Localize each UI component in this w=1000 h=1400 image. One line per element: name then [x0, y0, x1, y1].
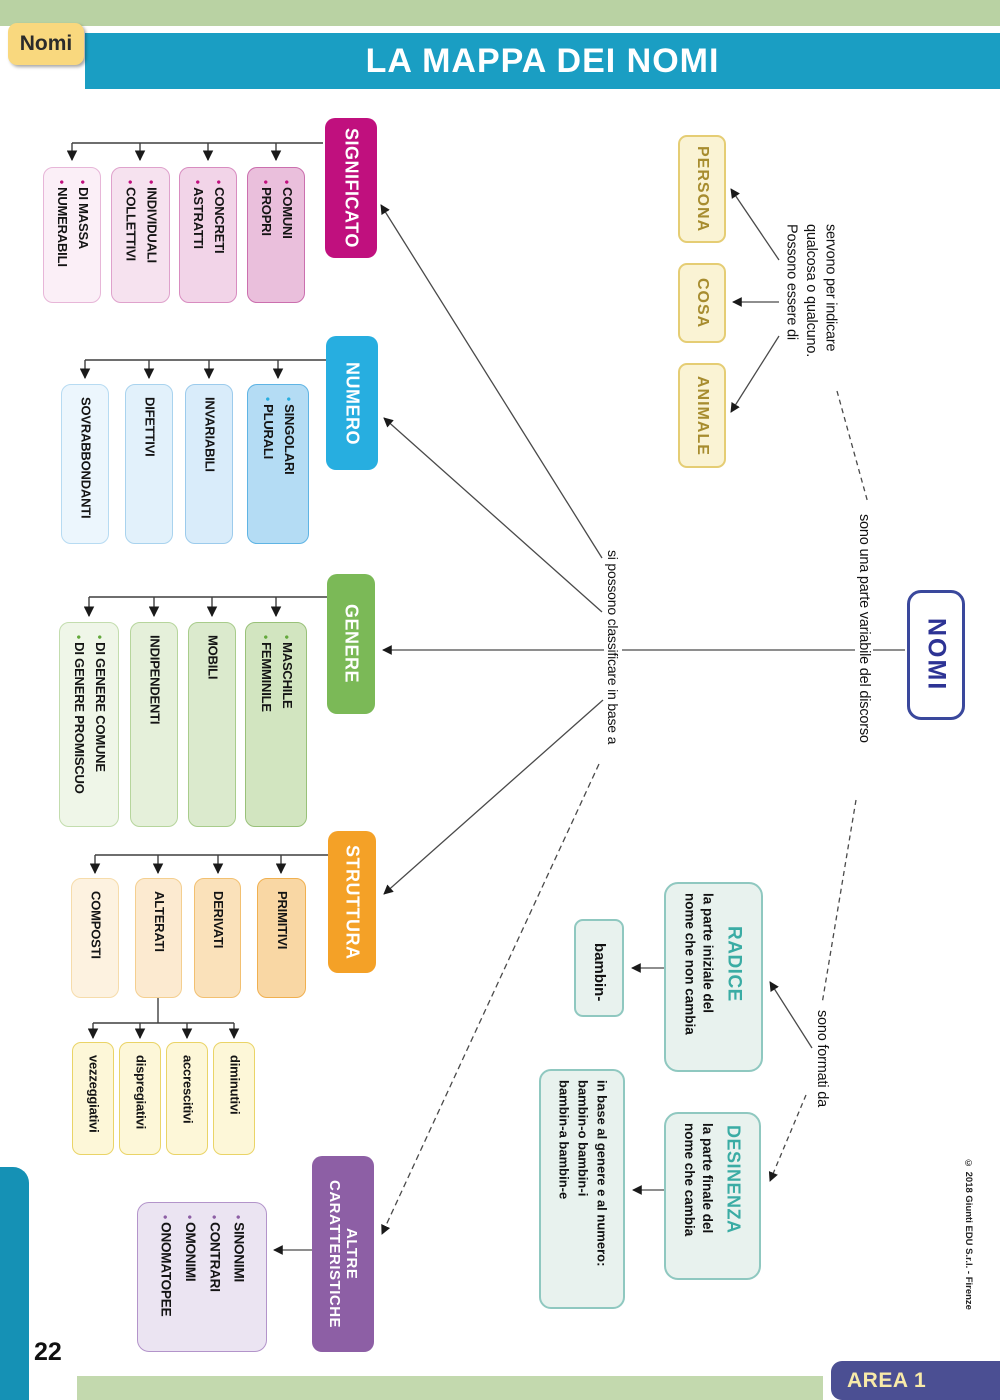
header-struttura: STRUTTURA — [328, 831, 376, 973]
box-animale: ANIMALE — [678, 363, 726, 468]
copyright-text: © 2018 Giunti EDU S.r.l. - Firenze — [963, 1158, 974, 1310]
box-maschile-femminile: • MASCHILE • FEMMINILE — [245, 622, 307, 827]
box-desinenza-esempi: in base al genere e al numero: bambin-o bambin-i bambin-a bambin-e — [539, 1069, 625, 1309]
box-alterati: ALTERATI — [135, 878, 182, 998]
box-diminutivi: diminutivi — [213, 1042, 255, 1155]
box-composti: COMPOSTI — [71, 878, 119, 998]
box-mobili: MOBILI — [188, 622, 236, 827]
root-nomi: NOMI — [907, 590, 965, 720]
label-parte-variabile: sono una parte variabile del discorso — [856, 514, 872, 743]
box-vezzeggiativi: vezzeggiativi — [72, 1042, 114, 1155]
label-sono-formati-da: sono formati da — [814, 1010, 830, 1107]
box-radice: RADICE la parte iniziale del nome che non cambia — [664, 882, 763, 1072]
header-genere: GENERE — [327, 574, 375, 714]
radice-title: RADICE — [723, 925, 745, 1002]
page-title: LA MAPPA DEI NOMI — [365, 41, 720, 80]
title-bar — [85, 33, 1000, 89]
bottom-green-bar — [77, 1376, 823, 1400]
box-individuali-collettivi: • INDIVIDUALI • COLLETTIVI — [111, 167, 170, 303]
left-edge-bar — [0, 1167, 29, 1400]
label-si-possono-classificare: si possono classificare in base a — [605, 550, 621, 745]
box-indipendenti: INDIPENDENTI — [130, 622, 178, 827]
box-cosa: COSA — [678, 263, 726, 343]
box-accrescitivi: accrescitivi — [166, 1042, 208, 1155]
box-singolari-plurali: • SINGOLARI • PLURALI — [247, 384, 309, 544]
box-altre-items: • SINONIMI • CONTRARI • OMONIMI • ONOMATOPEE — [137, 1202, 267, 1352]
box-persona: PERSONA — [678, 135, 726, 243]
box-sovrabbondanti: SOVRABBONDANTI — [61, 384, 109, 544]
header-significato: SIGNIFICATO — [325, 118, 377, 258]
box-dimassa-numerabili: • DI MASSA • NUMERABILI — [43, 167, 101, 303]
desinenza-title: DESINENZA — [723, 1125, 744, 1234]
box-dispregiativi: dispregiativi — [119, 1042, 161, 1155]
box-derivati: DERIVATI — [194, 878, 241, 998]
box-desinenza: DESINENZA la parte finale del nome che cambia — [664, 1112, 761, 1280]
page-number: 22 — [34, 1338, 62, 1366]
box-primitivi: PRIMITIVI — [257, 878, 306, 998]
top-green-band — [0, 0, 1000, 26]
box-bambin-radice: bambin- — [574, 919, 624, 1017]
box-comuni-propri: • COMUNI • PROPRI — [247, 167, 305, 303]
area-badge — [831, 1361, 1000, 1400]
box-difettivi: DIFETTIVI — [125, 384, 173, 544]
chapter-tab: Nomi — [8, 23, 84, 65]
box-genere-comune-promiscuo: • DI GENERE COMUNE • DI GENERE PROMISCUO — [59, 622, 119, 827]
box-invariabili: INVARIABILI — [185, 384, 233, 544]
box-concreti-astratti: • CONCRETI • ASTRATTI — [179, 167, 237, 303]
header-altre-caratteristiche: ALTRE CARATTERISTICHE — [312, 1156, 374, 1352]
area-badge-label: AREA 1 — [847, 1368, 927, 1392]
header-numero: NUMERO — [326, 336, 378, 470]
label-servono-per-indicare: servono per indicare qualcosa o qualcuno. Possono essere di — [780, 222, 841, 359]
